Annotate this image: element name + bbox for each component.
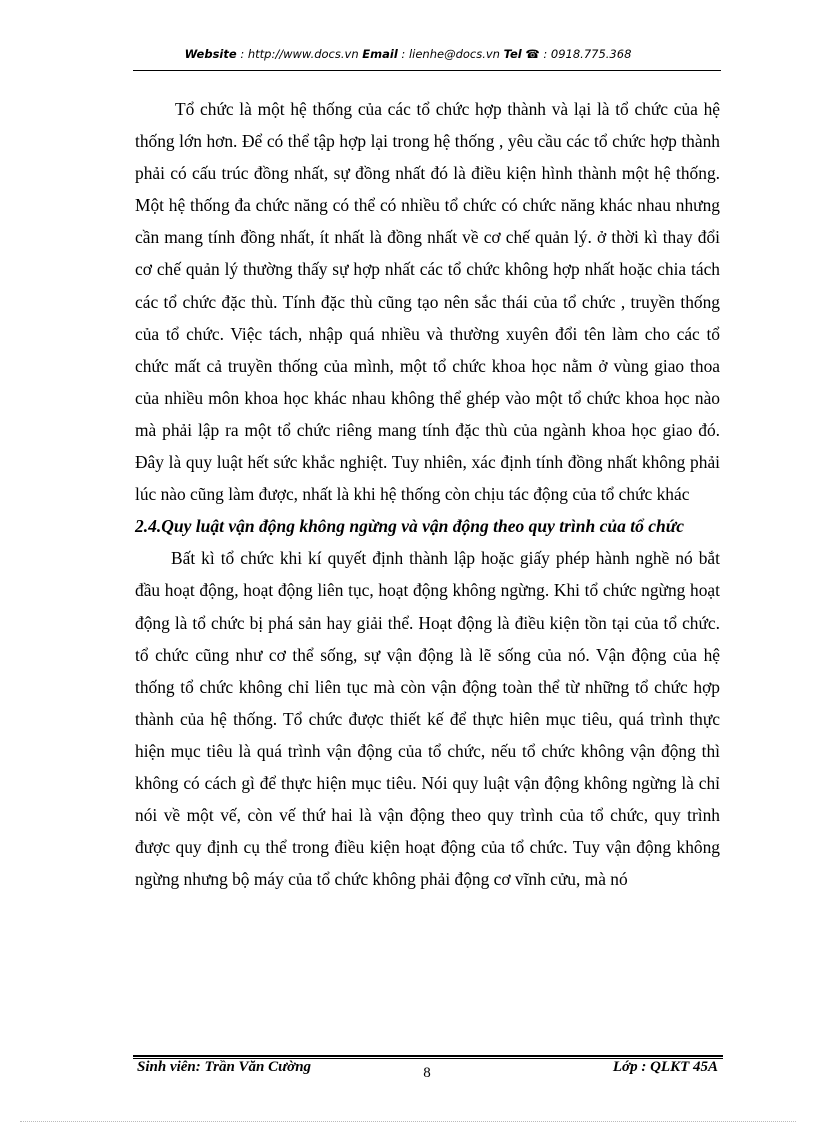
header-divider <box>133 70 721 71</box>
email-value: : lienhe@docs.vn <box>397 47 504 61</box>
tel-label: Tel <box>503 47 522 61</box>
phone-icon: ☎ <box>525 47 540 61</box>
page-number: 8 <box>423 1065 431 1081</box>
section-heading: 2.4.Quy luật vận động không ngừng và vận động theo quy trình của tổ chức <box>135 516 684 537</box>
paragraph: Tổ chức là một hệ thống của các tổ chức hợp thành và lại là tổ chức của hệ thống lớn hơn. Để có thể tập hợp lại trong hệ thống , yêu cầu các tổ chức hợp thành phải có cấu trúc đồng nhất, sự đồng nhất đó là điều kiện hình thành một hệ thống. Một hệ thống đa chức năng có thể có nhiều tổ chức có chức năng khác nhau nhưng cần mang tính đồng nhất, ít nhất là đồng nhất về cơ chế quản lý. ở thời kì thay đổi cơ chế quản lý thường thấy sự hợp nhất các tổ chức không hợp nhất hoặc chia tách các tổ chức đặc thù. Tính đặc thù cũng tạo nên sắc thái của tổ chức , truyền thống của tổ chức. Việc tách, nhập quá nhiều và thường xuyên đổi tên làm cho các tổ chức mất cả truyền thống của mình, một tổ chức khoa học nằm ở vùng giao thoa của nhiều môn khoa học khác nhau không thể ghép vào một tổ chức khoa học nào mà phải lập ra một tổ chức riêng mang tính đặc thù của ngành khoa học giao đó. Đây là quy luật hết sức khắc nghiệt. Tuy nhiên, xác định tính đồng nhất không phải lúc nào cũng làm được, nhất là khi hệ thống còn chịu tác động của tổ chức khác <box>135 99 720 505</box>
page-bottom-border <box>20 1121 796 1122</box>
footer-student: Sinh viên: Trần Văn Cường <box>137 1059 312 1075</box>
page-header <box>0 47 816 61</box>
tel-value: : 0918.775.368 <box>539 47 632 61</box>
website-label: Website <box>184 47 237 61</box>
paragraph: Bất kì tổ chức khi kí quyết định thành lập hoặc giấy phép hành nghề nó bắt đầu hoạt động, hoạt động liên tục, hoạt động không ngừng. Khi tổ chức ngừng hoạt động là tổ chức bị phá sản hay giải thể. Hoạt động là điều kiện tồn tại của tổ chức. tổ chức cũng như cơ thể sống, sự vận động là lẽ sống của nó. Vận động của hệ thống tổ chức không chỉ liên tục mà còn vận động toàn thể từ những tổ chức hợp thành của hệ thống. Tổ chức được thiết kế để thực hiên mục tiêu, quá trình thực hiện mục tiêu là quá trình vận động của tổ chức, nếu tổ chức không vận động thì không có cách gì để thực hiện mục tiêu. Nói quy luật vận động không ngừng là chỉ nói về một vế, còn vế thứ hai là vận động theo quy trình của tổ chức, quy trình được quy định cụ thể trong điều kiện hoạt động của tổ chức. Tuy vận động không ngừng nhưng bộ máy của tổ chức không phải động cơ vĩnh cửu, mà nó <box>135 548 720 890</box>
footer-class: Lớp : QLKT 45A <box>612 1059 718 1075</box>
email-label: Email <box>362 47 398 61</box>
page-body <box>135 93 720 895</box>
footer-divider <box>133 1055 723 1057</box>
website-value: : http://www.docs.vn <box>236 47 363 61</box>
